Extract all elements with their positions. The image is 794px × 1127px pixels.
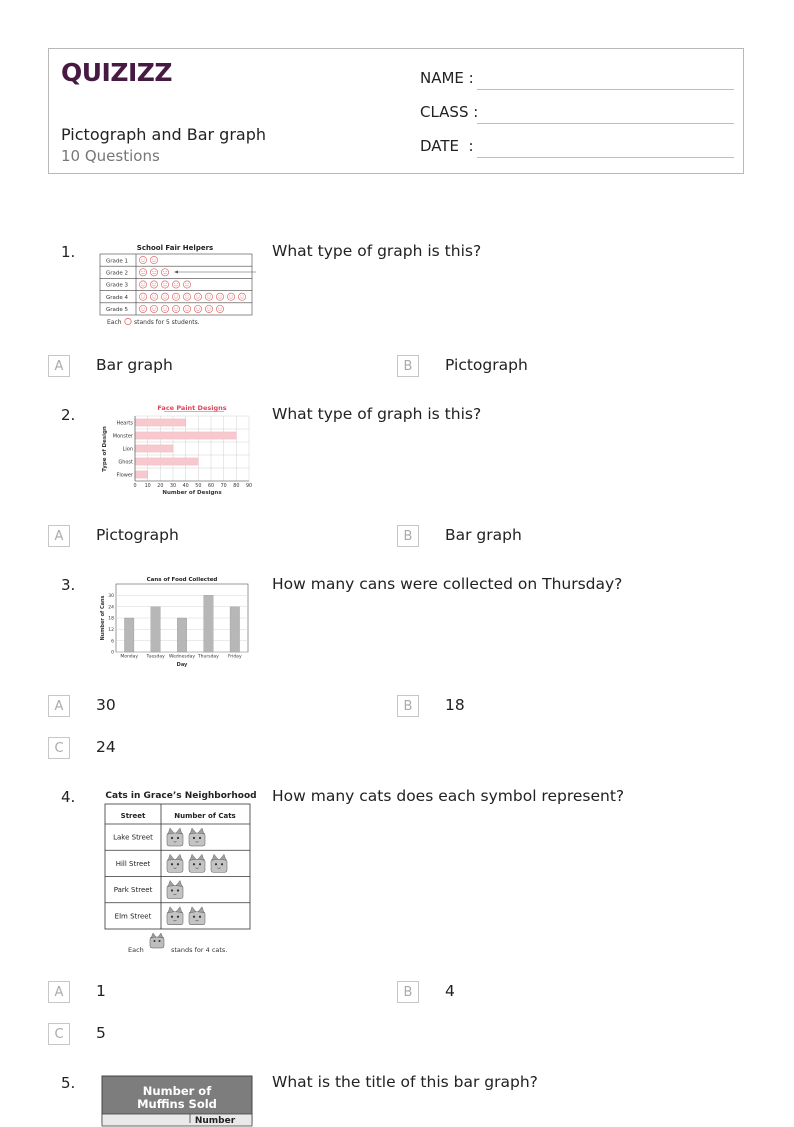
q2-category-label: Hearts: [116, 420, 133, 427]
smiley-icon: [161, 269, 168, 276]
smiley-icon: [172, 281, 179, 288]
q3-bar: [151, 607, 161, 652]
q3-y-tick-label: 0: [111, 650, 114, 656]
date-line[interactable]: [477, 157, 734, 158]
q2-x-tick-label: 0: [133, 484, 137, 489]
q3-bar: [230, 607, 240, 652]
q5-table-figure: [102, 1076, 254, 1127]
smiley-icon: [150, 257, 157, 264]
smiley-icon: [205, 293, 212, 300]
smiley-icon: [150, 269, 157, 276]
q3-y-tick-label: 18: [108, 616, 114, 622]
q2-x-tick-label: 30: [169, 484, 177, 489]
option-letter[interactable]: A: [48, 981, 70, 1003]
q3-bar: [204, 595, 214, 652]
option-letter[interactable]: C: [48, 1023, 70, 1045]
question-text: How many cats does each symbol represent?: [272, 787, 625, 805]
q2-x-tick-label: 90: [245, 484, 253, 489]
name-field[interactable]: [420, 69, 734, 89]
name-label: NAME :: [420, 69, 474, 87]
smiley-icon: [150, 305, 157, 312]
q2-x-tick-label: 50: [195, 484, 202, 489]
smiley-icon: [139, 269, 146, 276]
option-text[interactable]: 30: [96, 696, 116, 714]
q2-y-axis-label: Type of Design: [102, 426, 108, 472]
smiley-icon: [238, 293, 245, 300]
q3-y-tick-label: 12: [108, 627, 114, 633]
option-letter[interactable]: B: [397, 981, 419, 1003]
logo-text: QUIZIZZ: [61, 58, 173, 87]
q3-bar-chart: [98, 572, 260, 674]
q4-key-before: Each: [128, 946, 144, 954]
smiley-icon: [194, 293, 201, 300]
q2-x-axis-label: Number of Designs: [162, 490, 222, 496]
q4-row-label: Park Street: [113, 886, 153, 895]
class-field[interactable]: [420, 103, 734, 123]
q4-key-after: stands for 4 cats.: [171, 946, 228, 954]
q2-x-tick-label: 40: [182, 484, 189, 489]
q3-y-tick-label: 6: [111, 639, 114, 645]
q3-chart-title: Cans of Food Collected: [146, 577, 218, 583]
option-text[interactable]: Pictograph: [96, 526, 179, 544]
q2-category-label: Lion: [122, 446, 133, 453]
q4-row-label: Elm Street: [114, 912, 152, 921]
q2-bar: [135, 419, 186, 426]
smiley-icon: [172, 305, 179, 312]
option-letter[interactable]: B: [397, 695, 419, 717]
question-count: 10 Questions: [61, 147, 160, 165]
smiley-icon: [227, 293, 234, 300]
q3-bar: [124, 618, 134, 652]
smiley-icon: [139, 305, 146, 312]
q1-pictograph-figure: [98, 240, 260, 334]
option-letter[interactable]: B: [397, 525, 419, 547]
class-label: CLASS :: [420, 103, 479, 121]
q1-key-smiley-icon: [125, 318, 131, 324]
q4-key-cat-icon: [150, 933, 164, 948]
option-text[interactable]: Bar graph: [445, 526, 522, 544]
question-number: 5.: [61, 1074, 76, 1092]
smiley-icon: [150, 281, 157, 288]
question-text: What type of graph is this?: [272, 405, 482, 423]
smiley-icon: [161, 281, 168, 288]
q4-col-header-street: Street: [120, 812, 146, 820]
smiley-icon: [139, 257, 146, 264]
q1-row-label: Grade 1: [106, 258, 129, 265]
option-letter[interactable]: A: [48, 525, 70, 547]
q5-title-line1: Number of: [142, 1084, 212, 1098]
q1-key-before: Each: [107, 319, 122, 326]
q4-pictograph-figure: [98, 786, 260, 962]
option-text[interactable]: 1: [96, 982, 106, 1000]
option-letter[interactable]: A: [48, 695, 70, 717]
question-text: How many cans were collected on Thursday?: [272, 575, 623, 593]
question-number: 2.: [61, 406, 76, 424]
q2-bar: [135, 471, 148, 478]
smiley-icon: [161, 293, 168, 300]
worksheet-header: [48, 48, 744, 174]
option-letter[interactable]: C: [48, 737, 70, 759]
q3-y-tick-label: 30: [108, 593, 114, 599]
quizizz-logo: [61, 58, 173, 91]
smiley-icon: [161, 305, 168, 312]
option-text[interactable]: 5: [96, 1024, 106, 1042]
q4-figure-title: Cats in Grace’s Neighborhood: [105, 791, 257, 801]
question-text: What is the title of this bar graph?: [272, 1073, 538, 1091]
smiley-icon: [205, 305, 212, 312]
question-text: What type of graph is this?: [272, 242, 482, 260]
q1-figure-title: School Fair Helpers: [136, 244, 214, 252]
q2-bar: [135, 432, 236, 439]
option-letter[interactable]: A: [48, 355, 70, 377]
q4-row-label: Hill Street: [115, 859, 151, 868]
q3-category-label: Tuesday: [146, 654, 165, 660]
question-number: 4.: [61, 788, 76, 806]
date-label: DATE :: [420, 137, 474, 155]
q2-bar-chart: [98, 402, 260, 502]
q4-col-header-cats: Number of Cats: [174, 812, 236, 820]
date-field[interactable]: [420, 137, 734, 157]
q1-row-label: Grade 2: [106, 270, 129, 277]
q2-chart-title: Face Paint Designs: [157, 404, 227, 412]
q2-bar: [135, 458, 198, 465]
q2-category-label: Ghost: [118, 459, 133, 466]
q1-arrow-head: [174, 271, 178, 274]
q5-title-line2: Muffins Sold: [137, 1097, 217, 1111]
smiley-icon: [183, 293, 190, 300]
q1-key-after: stands for 5 students.: [134, 319, 200, 326]
question-number: 3.: [61, 576, 76, 594]
q2-x-tick-label: 20: [157, 484, 164, 489]
name-line[interactable]: [477, 89, 734, 90]
q1-row-label: Grade 5: [106, 307, 129, 314]
q3-bar: [177, 618, 187, 652]
q2-bar: [135, 445, 173, 452]
q1-row-label: Grade 3: [106, 282, 129, 289]
smiley-icon: [139, 293, 146, 300]
question-number: 1.: [61, 243, 76, 261]
q4-row-label: Lake Street: [113, 833, 153, 842]
option-text[interactable]: Pictograph: [445, 356, 528, 374]
smiley-icon: [139, 281, 146, 288]
q5-col-header: Number: [194, 1116, 236, 1126]
q2-x-tick-label: 80: [233, 484, 240, 489]
q3-y-tick-label: 24: [108, 605, 114, 611]
class-line[interactable]: [477, 123, 734, 124]
q3-x-axis-label: Day: [176, 662, 188, 668]
smiley-icon: [150, 293, 157, 300]
q2-x-tick-label: 10: [144, 484, 151, 489]
q2-category-label: Flower: [116, 472, 133, 479]
q3-category-label: Monday: [120, 654, 139, 660]
q2-category-label: Monster: [112, 433, 133, 440]
option-text[interactable]: 4: [445, 982, 455, 1000]
q3-category-label: Thursday: [197, 654, 219, 660]
smiley-icon: [172, 293, 179, 300]
q3-category-label: Friday: [227, 654, 242, 660]
q1-row-label: Grade 4: [106, 294, 129, 301]
option-text[interactable]: Bar graph: [96, 356, 173, 374]
q3-category-label: Wednesday: [168, 654, 196, 660]
smiley-icon: [183, 281, 190, 288]
q2-x-tick-label: 60: [207, 484, 215, 489]
smiley-icon: [216, 293, 223, 300]
smiley-icon: [216, 305, 223, 312]
smiley-icon: [183, 305, 190, 312]
option-letter[interactable]: B: [397, 355, 419, 377]
option-text[interactable]: 18: [445, 696, 465, 714]
q2-plot-area: [113, 416, 252, 489]
q3-plot-area: [108, 584, 248, 660]
q2-x-tick-label: 70: [220, 484, 227, 489]
q3-y-axis-label: Number of Cans: [100, 595, 106, 641]
smiley-icon: [194, 305, 201, 312]
worksheet-title: Pictograph and Bar graph: [61, 125, 266, 144]
option-text[interactable]: 24: [96, 738, 116, 756]
